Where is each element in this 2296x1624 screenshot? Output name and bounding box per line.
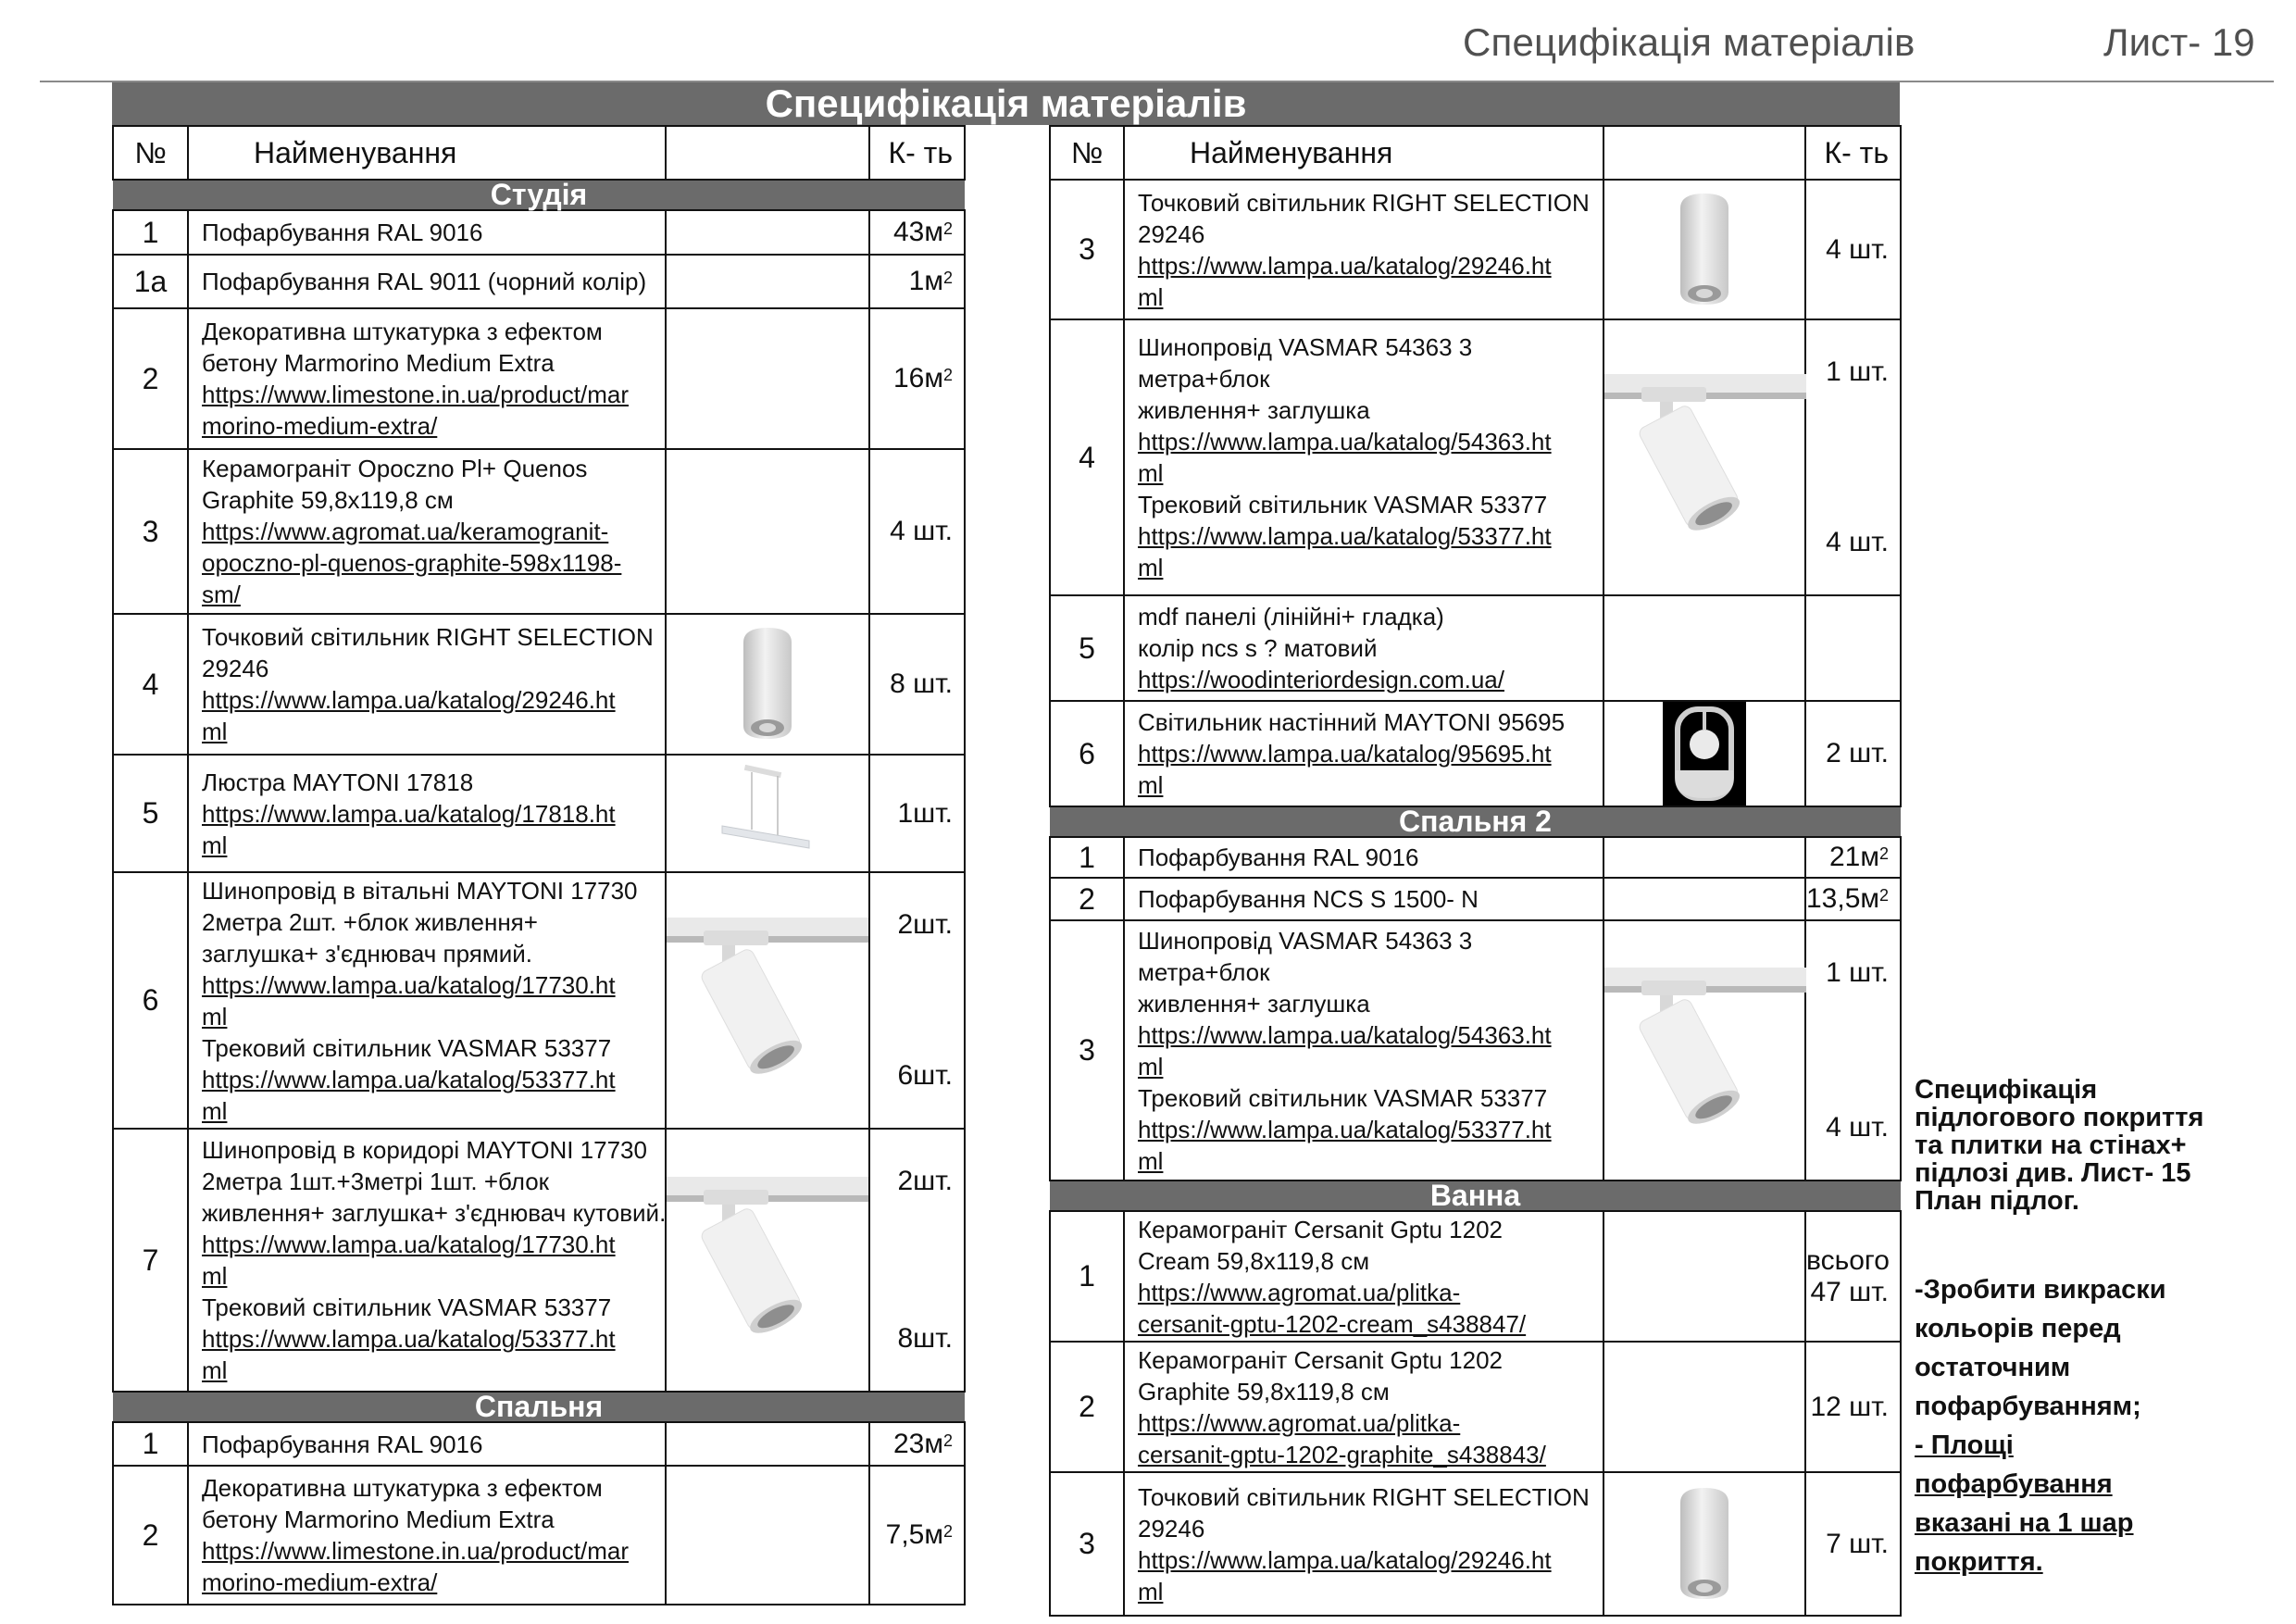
quantity-unit-superscript: 2	[942, 219, 953, 238]
item-name-line: 29246	[1138, 1514, 1205, 1543]
item-description	[1124, 595, 1603, 701]
item-name-line: живлення+ заглушка+ з'єднювач кутовий.	[202, 1199, 667, 1227]
item-name-line: колір ncs s ? матовий	[1138, 634, 1378, 662]
note-line: Специфікація	[1915, 1075, 2098, 1105]
product-link[interactable]: https://www.lampa.ua/katalog/17730.ht	[202, 970, 616, 999]
item-description	[188, 755, 666, 872]
quantity-value: 2 шт.	[1826, 738, 1889, 768]
product-link[interactable]: ml	[202, 718, 228, 745]
quantity	[869, 1422, 965, 1466]
note-line: -Зробити викраски	[1915, 1275, 2166, 1305]
item-name-line: Шинопровід VASMAR 54363 3	[1138, 333, 1473, 361]
product-link[interactable]: https://www.agromat.ua/keramogranit-	[202, 518, 609, 545]
item-name-line: Пофарбування RAL 9016	[202, 219, 483, 246]
product-link[interactable]: https://www.lampa.ua/katalog/29246.ht	[202, 686, 616, 714]
spec-table-left	[112, 125, 966, 1605]
sheet-number: Лист- 19	[2103, 20, 2255, 64]
quantity-value: 47 шт.	[1810, 1276, 1889, 1307]
quantity	[1805, 1211, 1901, 1342]
product-link[interactable]: ml	[1138, 1577, 1164, 1605]
item-name-line: Люстра MAYTONI 17818	[202, 768, 474, 796]
quantity-value: 16м	[892, 363, 943, 394]
quantity-value: 23м	[892, 1428, 943, 1459]
item-description	[1124, 180, 1603, 319]
table-row	[113, 308, 965, 449]
quantity-value: 21м	[1828, 842, 1879, 872]
product-link[interactable]: ml	[202, 1356, 228, 1384]
product-link[interactable]: opoczno-pl-quenos-graphite-598x1198-	[202, 549, 622, 577]
table-row	[1050, 1472, 1901, 1616]
quantity	[869, 872, 965, 1129]
product-link[interactable]: morino-medium-extra/	[202, 1568, 438, 1596]
row-number: 6	[113, 872, 188, 1129]
product-image-cell	[666, 1422, 869, 1466]
item-name-line: Пофарбування RAL 9016	[202, 1430, 483, 1458]
item-description	[188, 255, 666, 308]
product-image-cell	[1603, 595, 1805, 701]
item-name-line: Шинопровід в вітальні MAYTONI 17730	[202, 876, 638, 905]
table-row	[113, 449, 965, 614]
row-number: 2	[113, 308, 188, 449]
quantity-unit-superscript: 2	[1879, 886, 1890, 905]
section-band	[1050, 806, 1901, 837]
product-image-cell	[1603, 319, 1805, 595]
item-description	[1124, 1211, 1603, 1342]
item-description	[1124, 1472, 1603, 1616]
note-line: План підлог.	[1915, 1186, 2079, 1216]
quantity	[869, 614, 965, 755]
header-num: №	[1050, 126, 1124, 180]
item-name-line: бетону Marmorino Medium Extra	[202, 349, 555, 377]
product-link[interactable]: ml	[1138, 1052, 1164, 1081]
item-description	[1124, 878, 1603, 920]
item-name-line: Декоративна штукатурка з ефектом	[202, 318, 603, 345]
item-description	[188, 1466, 666, 1605]
track-light-icon	[667, 908, 868, 1093]
wall-lamp-icon	[1604, 702, 1804, 806]
quantity	[1805, 878, 1901, 920]
item-name-line: Пофарбування RAL 9016	[1138, 843, 1419, 871]
product-link[interactable]: https://www.lampa.ua/katalog/95695.ht	[1138, 740, 1552, 768]
product-link[interactable]: https://www.lampa.ua/katalog/53377.ht	[202, 1065, 616, 1093]
product-link[interactable]: https://www.lampa.ua/katalog/17730.ht	[202, 1230, 616, 1258]
product-link[interactable]: https://www.limestone.in.ua/product/mar	[202, 381, 629, 408]
note-line: підлогового покриття	[1915, 1103, 2204, 1132]
table-row	[113, 1466, 965, 1605]
product-link[interactable]: https://www.lampa.ua/katalog/53377.ht	[202, 1325, 616, 1353]
row-number: 5	[1050, 595, 1124, 701]
table-row	[113, 255, 965, 308]
product-link[interactable]: cersanit-gptu-1202-graphite_s438843/	[1138, 1440, 1546, 1468]
side-note	[1915, 1076, 2285, 1581]
item-name-line: Керамограніт Opoczno Pl+ Quenos	[202, 455, 588, 482]
section-title: Спальня	[113, 1392, 965, 1422]
spot-light-icon	[667, 624, 868, 744]
track-light-icon	[1604, 365, 1804, 550]
product-link[interactable]: ml	[202, 1002, 228, 1031]
table-header-row	[113, 126, 965, 180]
product-link[interactable]: https://www.lampa.ua/katalog/53377.ht	[1138, 1115, 1552, 1143]
item-name-line: метра+блок	[1138, 957, 1270, 986]
row-number: 2	[1050, 1342, 1124, 1472]
item-name-line: Шинопровід в коридорі MAYTONI 17730	[202, 1136, 647, 1164]
quantity-value: 7,5м	[885, 1519, 943, 1550]
table-row	[1050, 1211, 1901, 1342]
quantity-value: 1шт.	[897, 797, 953, 829]
section-band	[113, 1392, 965, 1422]
page-title: Специфікація матеріалів	[1463, 20, 1915, 64]
quantity-unit-superscript: 2	[942, 269, 953, 287]
item-description	[188, 308, 666, 449]
note-line: пофарбування	[1915, 1469, 2113, 1499]
table-row	[1050, 1342, 1901, 1472]
table-row	[1050, 180, 1901, 319]
row-number: 1а	[113, 255, 188, 308]
item-name-line: Керамограніт Cersanit Gptu 1202	[1138, 1345, 1503, 1374]
item-description	[188, 1422, 666, 1466]
table-row	[1050, 837, 1901, 878]
product-link[interactable]: https://www.lampa.ua/katalog/54363.ht	[1138, 428, 1552, 456]
quantity-value: 7 шт.	[1826, 1528, 1889, 1559]
header-image	[666, 126, 869, 180]
row-number: 3	[1050, 920, 1124, 1181]
item-name-line: Точковий світильник RIGHT SELECTION	[1138, 1482, 1590, 1511]
quantity	[869, 1466, 965, 1605]
quantity	[1805, 837, 1901, 878]
row-number: 1	[113, 210, 188, 255]
quantity-value: 12 шт.	[1810, 1391, 1889, 1422]
quantity-value: 4 шт.	[1826, 1112, 1889, 1143]
item-name-line: живлення+ заглушка	[1138, 396, 1370, 424]
item-description	[1124, 920, 1603, 1181]
item-name-line: заглушка+ з'єднювач прямий.	[202, 939, 532, 968]
product-image-cell	[666, 1129, 869, 1392]
table-row	[1050, 319, 1901, 595]
product-link[interactable]: https://www.lampa.ua/katalog/29246.ht	[1138, 1545, 1552, 1574]
product-image-cell	[1603, 1211, 1805, 1342]
table-row	[1050, 701, 1901, 806]
quantity	[1805, 920, 1901, 1181]
product-image-cell	[1603, 920, 1805, 1181]
quantity	[1805, 1472, 1901, 1616]
item-name-line: 2метра 2шт. +блок живлення+	[202, 907, 538, 936]
note-line: та плитки на стінах+	[1915, 1131, 2187, 1160]
quantity-unit-superscript: 2	[942, 366, 953, 384]
product-link[interactable]: ml	[1138, 771, 1164, 799]
quantity	[869, 449, 965, 614]
table-row	[113, 1422, 965, 1466]
item-description	[188, 872, 666, 1129]
row-number: 4	[1050, 319, 1124, 595]
item-description	[188, 210, 666, 255]
header-qty: К- ть	[869, 126, 965, 180]
item-description	[1124, 319, 1603, 595]
row-number: 7	[113, 1129, 188, 1392]
row-number: 3	[113, 449, 188, 614]
item-description	[1124, 701, 1603, 806]
quantity-value: 2шт.	[897, 1166, 953, 1196]
product-image-cell	[666, 1466, 869, 1605]
track-light-icon	[1604, 958, 1804, 1143]
item-name-line: Пофарбування RAL 9011 (чорний колір)	[202, 268, 647, 295]
note-floor-reference	[1915, 1076, 2285, 1215]
quantity	[1805, 701, 1901, 806]
table-row	[113, 755, 965, 872]
header-name: Найменування	[1124, 126, 1603, 180]
product-link[interactable]: ml	[202, 1262, 228, 1290]
item-name-line: mdf панелі (лінійні+ гладка)	[1138, 603, 1444, 631]
product-image-cell	[666, 449, 869, 614]
item-name-line: Точковий світильник RIGHT SELECTION	[202, 623, 654, 651]
quantity	[1805, 595, 1901, 701]
note-line: - Площі	[1915, 1430, 2014, 1460]
item-description	[188, 1129, 666, 1392]
section-band	[113, 180, 965, 210]
note-line: покриття.	[1915, 1547, 2043, 1577]
quantity-value: 4 шт.	[1826, 233, 1889, 265]
header-qty: К- ть	[1805, 126, 1901, 180]
note-line: остаточним	[1915, 1353, 2071, 1382]
product-link[interactable]: https://www.agromat.ua/plitka-	[1138, 1408, 1461, 1437]
product-link[interactable]: https://www.agromat.ua/plitka-	[1138, 1278, 1461, 1306]
quantity-value: 6шт.	[897, 1060, 953, 1091]
quantity	[1805, 1342, 1901, 1472]
pendant-chandelier-icon	[667, 763, 868, 865]
item-name-line: Керамограніт Cersanit Gptu 1202	[1138, 1215, 1503, 1243]
quantity-split	[870, 1166, 953, 1355]
product-image-cell	[1603, 701, 1805, 806]
item-name-line: Трековий світильник VASMAR 53377	[1138, 491, 1548, 518]
product-link[interactable]: https://www.lampa.ua/katalog/17818.ht	[202, 799, 616, 828]
item-description	[1124, 837, 1603, 878]
row-number: 3	[1050, 1472, 1124, 1616]
quantity	[1805, 319, 1901, 595]
quantity-value: 43м	[892, 217, 943, 247]
product-image-cell	[1603, 1342, 1805, 1472]
product-link[interactable]: ml	[1138, 459, 1164, 487]
quantity-value: всього	[1806, 1244, 1890, 1276]
row-number: 1	[1050, 1211, 1124, 1342]
item-name-line: Точковий світильник RIGHT SELECTION	[1138, 188, 1590, 217]
item-name-line: метра+блок	[1138, 365, 1270, 393]
note-line: підлозі див. Лист- 15	[1915, 1158, 2191, 1188]
table-header-row	[1050, 126, 1901, 180]
row-number: 1	[1050, 837, 1124, 878]
table-row	[1050, 595, 1901, 701]
product-link[interactable]: ml	[1138, 554, 1164, 581]
header-name: Найменування	[188, 126, 666, 180]
item-name-line: бетону Marmorino Medium Extra	[202, 1505, 555, 1533]
quantity	[869, 755, 965, 872]
quantity-unit-superscript: 2	[942, 1522, 953, 1541]
quantity-unit-superscript: 2	[942, 1430, 953, 1450]
section-title: Студія	[113, 180, 965, 210]
product-link[interactable]: https://www.limestone.in.ua/product/mar	[202, 1537, 629, 1565]
row-number: 3	[1050, 180, 1124, 319]
section-band	[1050, 1181, 1901, 1211]
item-name-line: Світильник настінний MAYTONI 95695	[1138, 708, 1566, 736]
quantity-unit-superscript: 2	[1878, 844, 1889, 863]
product-image-cell	[1603, 1472, 1805, 1616]
product-link[interactable]: ml	[202, 831, 228, 859]
table-row	[1050, 920, 1901, 1181]
item-name-line: Шинопровід VASMAR 54363 3	[1138, 926, 1473, 955]
header-image	[1603, 126, 1805, 180]
item-name-line: 29246	[202, 655, 269, 682]
item-name-line: 29246	[1138, 219, 1205, 248]
item-name-line: Graphite 59,8x119,8 см	[1138, 1377, 1390, 1405]
quantity-value: 2шт.	[897, 909, 953, 940]
product-link[interactable]: ml	[1138, 282, 1164, 311]
quantity	[869, 308, 965, 449]
item-name-line: Декоративна штукатурка з ефектом	[202, 1474, 603, 1502]
section-title: Спальня 2	[1050, 806, 1901, 837]
product-image-cell	[666, 255, 869, 308]
item-name-line: Пофарбування NCS S 1500- N	[1138, 885, 1479, 913]
quantity-split	[870, 909, 953, 1092]
row-number: 1	[113, 1422, 188, 1466]
quantity-value: 8 шт.	[890, 668, 953, 699]
spec-table-right	[1049, 125, 1902, 1617]
quantity-value: 1 шт.	[1826, 957, 1889, 988]
product-link[interactable]: https://www.lampa.ua/katalog/54363.ht	[1138, 1020, 1552, 1049]
item-name-line: Трековий світильник VASMAR 53377	[202, 1293, 612, 1321]
row-number: 2	[1050, 878, 1124, 920]
note-paint-samples	[1915, 1270, 2285, 1581]
track-light-icon	[667, 1168, 868, 1353]
row-number: 2	[113, 1466, 188, 1605]
product-image-cell	[1603, 180, 1805, 319]
product-image-cell	[666, 755, 869, 872]
quantity-split	[1806, 356, 1889, 558]
quantity	[1805, 180, 1901, 319]
table-row	[113, 872, 965, 1129]
spot-light-icon	[1604, 190, 1804, 310]
product-link[interactable]: sm/	[202, 581, 241, 608]
quantity-split	[1806, 957, 1889, 1143]
row-number: 5	[113, 755, 188, 872]
quantity-value: 4 шт.	[890, 516, 953, 546]
item-description	[188, 614, 666, 755]
note-line: вказані на 1 шар	[1915, 1508, 2134, 1538]
note-line: кольорів перед	[1915, 1314, 2121, 1343]
quantity-value: 8шт.	[897, 1323, 953, 1354]
row-number: 6	[1050, 701, 1124, 806]
product-link[interactable]: https://woodinteriordesign.com.ua/	[1138, 666, 1504, 693]
product-link[interactable]: cersanit-gptu-1202-cream_s438847/	[1138, 1309, 1527, 1338]
row-number: 4	[113, 614, 188, 755]
item-name-line: 2метра 1шт.+3метрі 1шт. +блок	[202, 1168, 550, 1195]
quantity	[869, 1129, 965, 1392]
item-description	[188, 449, 666, 614]
product-link[interactable]: ml	[202, 1096, 228, 1125]
quantity	[869, 210, 965, 255]
product-image-cell	[666, 614, 869, 755]
product-image-cell	[666, 872, 869, 1129]
product-link[interactable]: https://www.lampa.ua/katalog/53377.ht	[1138, 522, 1552, 550]
item-name-line: Cream 59,8x119,8 см	[1138, 1246, 1370, 1275]
table-row	[113, 1129, 965, 1392]
quantity-value: 1 шт.	[1826, 356, 1889, 387]
item-name-line: Трековий світильник VASMAR 53377	[1138, 1083, 1548, 1112]
table-title: Специфікація матеріалів	[112, 82, 1900, 125]
table-row	[113, 614, 965, 755]
section-title: Ванна	[1050, 1181, 1901, 1211]
item-name-line: Трековий світильник VASMAR 53377	[202, 1033, 612, 1062]
spot-light-icon	[1604, 1484, 1804, 1605]
quantity-value: 13,5м	[1806, 883, 1880, 914]
note-line: пофарбуванням;	[1915, 1392, 2141, 1421]
product-link[interactable]: ml	[1138, 1146, 1164, 1175]
product-image-cell	[666, 308, 869, 449]
item-description	[1124, 1342, 1603, 1472]
product-image-cell	[666, 210, 869, 255]
table-row	[113, 210, 965, 255]
product-link[interactable]: https://www.lampa.ua/katalog/29246.ht	[1138, 251, 1552, 280]
quantity	[869, 255, 965, 308]
item-name-line: живлення+ заглушка	[1138, 989, 1370, 1018]
header-num: №	[113, 126, 188, 180]
product-image-cell	[1603, 837, 1805, 878]
product-link[interactable]: morino-medium-extra/	[202, 412, 438, 440]
table-row	[1050, 878, 1901, 920]
quantity-value: 4 шт.	[1826, 527, 1889, 557]
quantity-value: 1м	[908, 266, 943, 296]
item-name-line: Graphite 59,8x119,8 см	[202, 486, 454, 514]
product-image-cell	[1603, 878, 1805, 920]
